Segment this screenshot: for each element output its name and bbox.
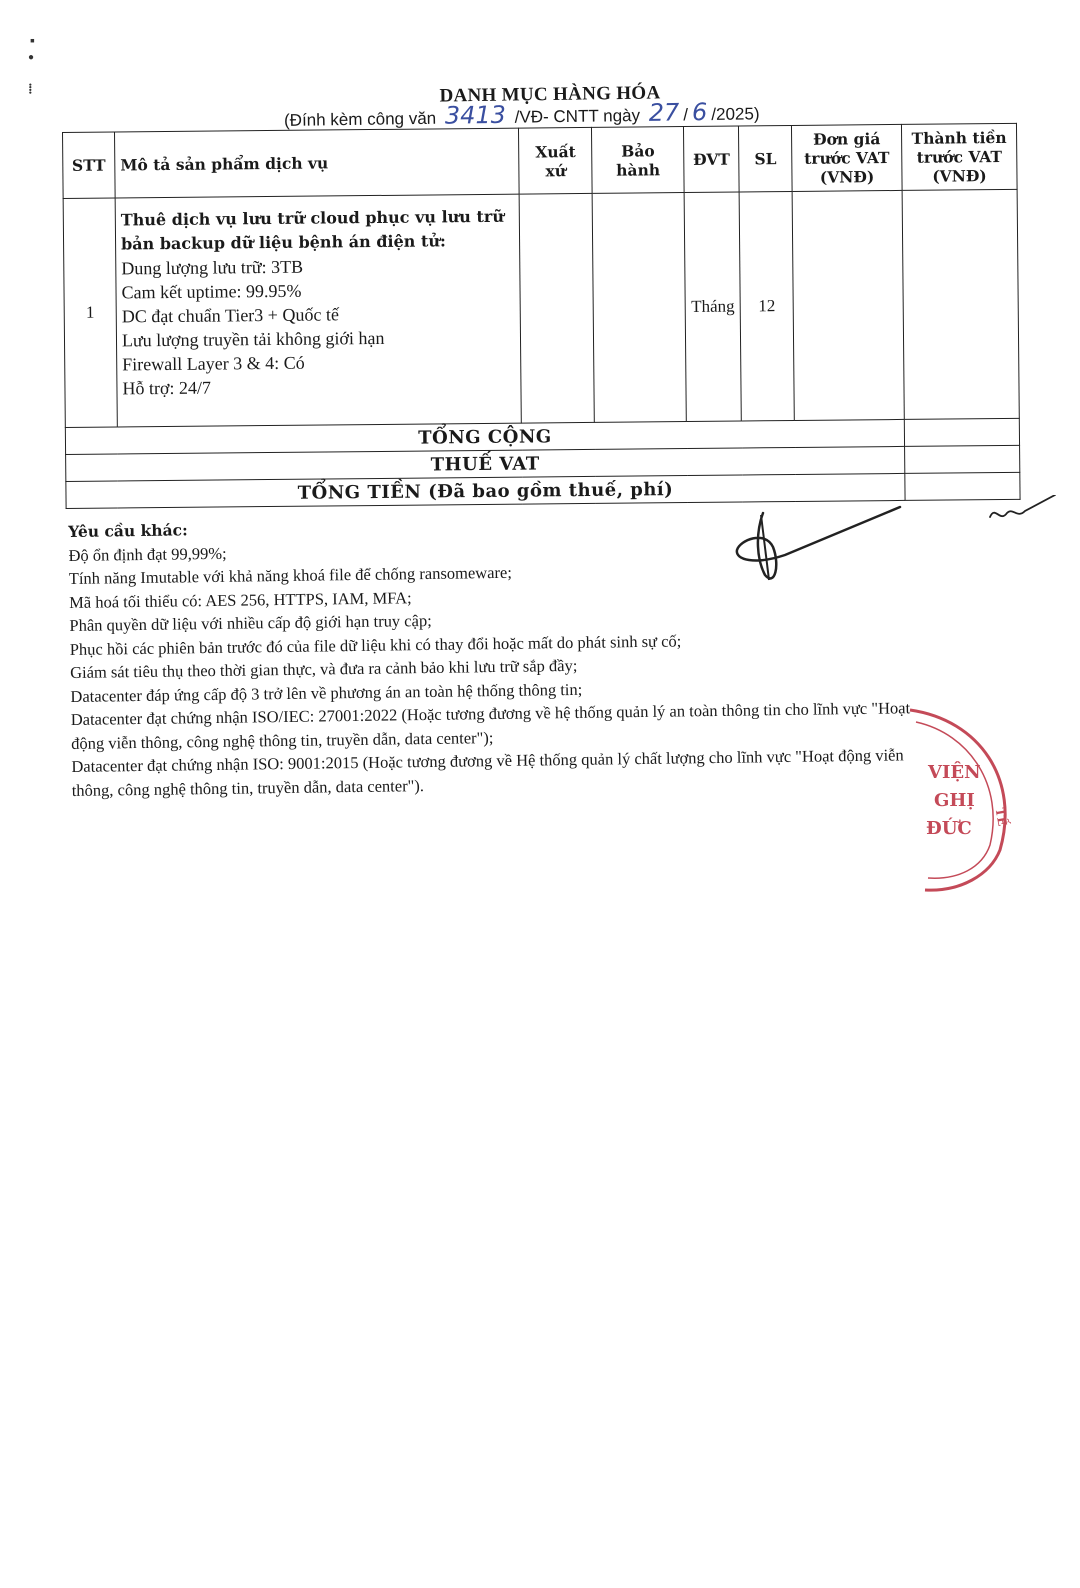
header-origin: Xuất xứ bbox=[519, 127, 593, 194]
cell-quantity: 12 bbox=[739, 191, 794, 420]
requirement-line: Phân quyền dữ liệu với nhiều cấp độ giới hạn truy cập; bbox=[69, 610, 432, 635]
subtitle-suffix: /2025) bbox=[711, 104, 760, 124]
vat-value bbox=[905, 445, 1020, 473]
requirement-line: Phục hồi các phiên bản trước đó của file dữ liệu khi có thay đổi hoặc mất do phát sinh sự cố; bbox=[69, 630, 682, 659]
stamp-edge-text: TẾ bbox=[992, 806, 1010, 828]
other-requirements bbox=[68, 507, 1032, 802]
description-line: Firewall Layer 3 & 4: Có bbox=[122, 352, 305, 375]
doc-number-handwritten: 3413 bbox=[444, 100, 507, 130]
requirement-line: thông, công nghệ thông tin, truyền dẫn, data center"). bbox=[71, 775, 425, 800]
header-warranty: Bảo hành bbox=[592, 127, 685, 194]
requirement-line: động viễn thông, công nghệ thông tin, truyền dẫn, data center"); bbox=[70, 727, 494, 753]
subtitle-mid: /VĐ- CNTT ngày bbox=[514, 105, 641, 127]
header-stt: STT bbox=[63, 132, 116, 198]
description-line: Dung lượng lưu trữ: 3TB bbox=[121, 256, 304, 279]
goods-table bbox=[62, 123, 1021, 509]
subtitle-prefix: (Đính kèm công văn bbox=[283, 108, 437, 130]
table-header-row bbox=[63, 123, 1018, 198]
subtotal-value bbox=[904, 418, 1019, 446]
description-line: Cam kết uptime: 99.95% bbox=[121, 280, 302, 303]
scan-speck: ⁞ bbox=[28, 82, 33, 97]
header-quantity: SL bbox=[739, 125, 793, 192]
requirement-line: Datacenter đạt chứng nhận ISO/IEC: 27001:2022 (Hoặc tương đương về hệ thống quản lý an toàn thông tin cho lĩnh vực "Hoạt bbox=[70, 698, 911, 729]
requirement-line: Datacenter đáp ứng cấp độ 3 trở lên về phương án an toàn hệ thống thông tin; bbox=[70, 679, 583, 706]
grand-total-label: TỔNG TIỀN (Đã bao gồm thuế, phí) bbox=[66, 473, 905, 508]
cell-stt: 1 bbox=[63, 198, 117, 427]
description-line: Hỗ trợ: 24/7 bbox=[122, 377, 212, 399]
requirement-line: Mã hoá tối thiểu có: AES 256, HTTPS, IAM, MFA; bbox=[69, 587, 412, 612]
stamp-text-line1: VIỆN bbox=[928, 762, 981, 783]
requirement-line: Tính năng Imutable với khả năng khoá file để chống ransomeware; bbox=[68, 562, 512, 588]
description-line: Lưu lượng truyền tải không giới hạn bbox=[121, 327, 385, 351]
requirement-line: Độ ổn định đạt 99,99%; bbox=[68, 543, 227, 565]
header-description: Mô tả sản phẩm dịch vụ bbox=[114, 128, 519, 198]
date-separator: / bbox=[683, 105, 689, 125]
red-seal-stamp bbox=[900, 700, 1040, 900]
table-row bbox=[63, 189, 1019, 427]
stamp-text-line2: GHỊ bbox=[934, 790, 975, 811]
description-line: DC đạt chuẩn Tier3 + Quốc tế bbox=[121, 304, 339, 327]
cell-description bbox=[115, 194, 522, 427]
requirement-line: Giám sát tiêu thụ theo thời gian thực, và đưa ra cảnh bảo khi lưu trữ sắp đầy; bbox=[69, 655, 578, 682]
date-month-handwritten: 6 bbox=[691, 98, 708, 127]
cell-unit-price bbox=[792, 190, 904, 420]
scan-speck: ▪ bbox=[30, 34, 35, 49]
stamp-text-line3: ĐỨC bbox=[926, 818, 972, 839]
requirement-line: Datacenter đạt chứng nhận ISO: 9001:2015 (Hoặc tương đương về Hệ thống quản lý chất lượng cho lĩnh vực "Hoạt động viễn bbox=[71, 745, 904, 776]
date-day-handwritten: 27 bbox=[648, 98, 680, 127]
scan-speck: ● bbox=[28, 52, 35, 63]
cell-origin bbox=[519, 193, 594, 423]
description-title-line1: Thuê dịch vụ lưu trữ cloud phục vụ lưu trữ bbox=[120, 206, 504, 230]
header-unit-price: Đơn giá trước VAT (VNĐ) bbox=[792, 124, 903, 191]
vat-label: THUẾ VAT bbox=[66, 446, 905, 481]
cell-unit: Tháng bbox=[684, 192, 741, 422]
requirements-heading: Yêu cầu khác: bbox=[68, 520, 188, 541]
document-title: DANH MỤC HÀNG HÓA bbox=[439, 82, 661, 107]
header-unit: ĐVT bbox=[684, 126, 740, 193]
cell-total bbox=[902, 189, 1019, 419]
subtotal-label: TỔNG CỘNG bbox=[65, 419, 904, 454]
header-total: Thành tiền trước VAT (VNĐ) bbox=[902, 123, 1018, 190]
description-title-line2: bản backup dữ liệu bệnh án điện tử: bbox=[120, 231, 446, 254]
goods-table-wrapper bbox=[62, 123, 1026, 509]
cell-warranty bbox=[592, 193, 686, 423]
